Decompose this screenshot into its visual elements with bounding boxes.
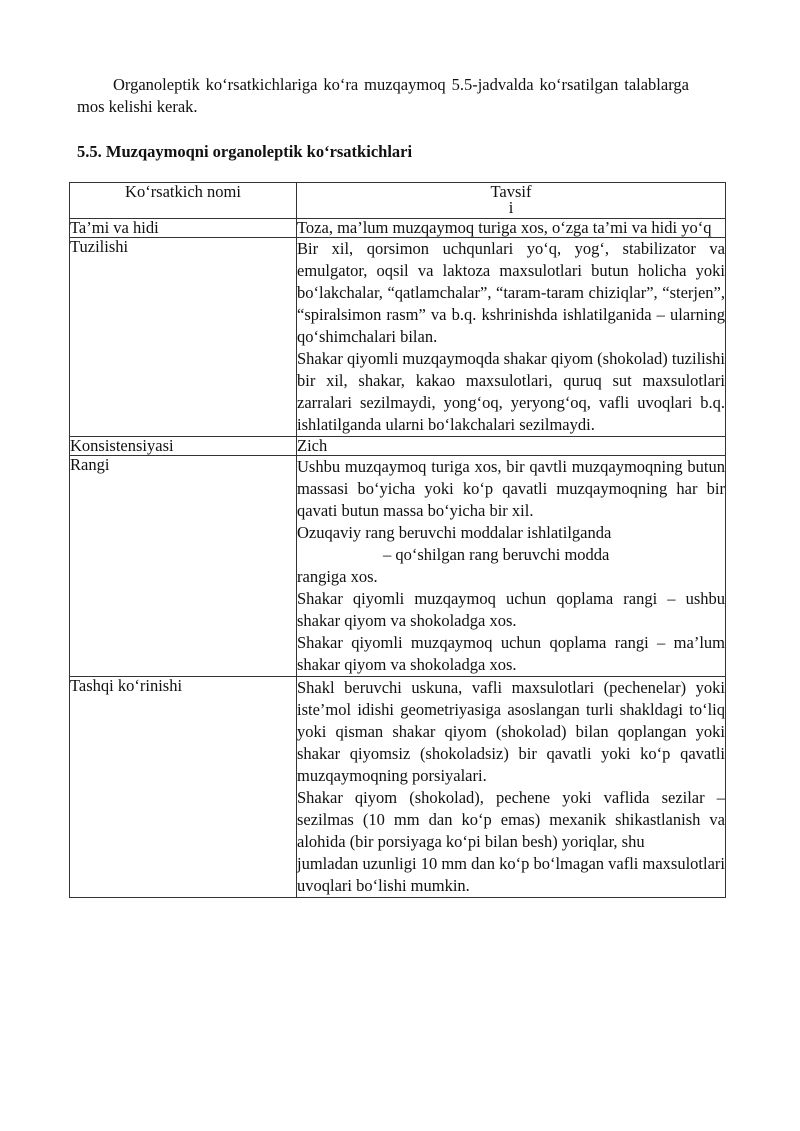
desc-paragraph: Shakar qiyomli muzqaymoq uchun qoplama rangi – ushbu shakar qiyom va shokoladga xos. <box>297 589 725 630</box>
row-desc-consistency <box>297 437 726 456</box>
row-desc-structure <box>297 238 726 437</box>
row-name-appearance: Tashqi ko‘rinishi <box>70 677 297 898</box>
column-header-description <box>297 183 726 219</box>
column-header-description-line1: Tavsif <box>490 182 532 201</box>
row-name-consistency: Konsistensiyasi <box>70 437 297 456</box>
desc-paragraph: Shakar qiyomli muzqaymoq uchun qoplama rangi – ma’lum shakar qiyom va shokoladga xos. <box>297 633 725 674</box>
desc-paragraph: Ozuqaviy rang beruvchi moddalar ishlatilganda <box>297 523 612 542</box>
row-desc-color <box>297 456 726 677</box>
table-row-consistency <box>70 437 726 456</box>
row-desc-appearance <box>297 677 726 898</box>
organoleptic-table <box>69 182 726 898</box>
desc-paragraph: rangiga xos. <box>297 567 378 586</box>
desc-paragraph: jumladan uzunligi 10 mm dan ko‘p bo‘lmagan vafli maxsulotlari uvoqlari bo‘lishi mumkin. <box>297 854 725 895</box>
table-row-color <box>70 456 726 677</box>
desc-paragraph: Toza, ma’lum muzqaymoq turiga xos, o‘zga ta’mi va hidi yo‘q <box>297 218 712 237</box>
row-name-taste: Ta’mi va hidi <box>70 219 297 238</box>
column-header-indicator: Ko‘rsatkich nomi <box>70 183 297 219</box>
table-row-appearance <box>70 677 726 898</box>
desc-paragraph: Shakl beruvchi uskuna, vafli maxsulotlari (pechenelar) yoki iste’mol idishi geometriyasiga asoslangan turli shakldagi to‘liq yoki qisman shakar qiyom (shokolad) bilan qoplangan yoki shakar qiyomsiz (shokoladsiz) bir qavatli yoki ko‘p qavatli muzqaymoqning porsiyalari. <box>297 678 725 785</box>
desc-paragraph: Bir xil, qorsimon uchqunlari yo‘q, yog‘, stabilizator va emulgator, oqsil va laktoza maxsulotlari butun holicha yoki bo‘lakchalar, “qatlamchalar”, “taram-taram chiziqlar”, “sterjen”, “spiralsimon rasm” va b.q. kshrinishda ishlatilganida – ularning qo‘shimchalari bilan. <box>297 239 725 346</box>
desc-paragraph: Shakar qiyom (shokolad), pechene yoki vaflida sezilar – sezilmas (10 mm dan ko‘p emas) mexanik shikastlanish va alohida (bir porsiyaga ko‘pi bilan besh) yoriqlar, shu <box>297 788 725 851</box>
row-name-color: Rangi <box>70 456 297 677</box>
table-header-row <box>70 183 726 219</box>
table-row-structure <box>70 238 726 437</box>
row-desc-taste <box>297 219 726 238</box>
desc-paragraph: – qo‘shilgan rang beruvchi modda <box>383 545 610 564</box>
table-heading: 5.5. Muzqaymoqni organoleptik ko‘rsatkichlari <box>77 142 413 161</box>
column-header-description-line2: i <box>508 198 514 217</box>
desc-paragraph: Ushbu muzqaymoq turiga xos, bir qavtli muzqaymoqning butun massasi bo‘yicha yoki ko‘p qavatli muzqaymoqning har bir qavati butun massa bo‘yicha bir xil. <box>297 457 725 520</box>
row-name-structure: Tuzilishi <box>70 238 297 437</box>
table-row-taste <box>70 219 726 238</box>
desc-paragraph: Zich <box>297 436 328 455</box>
desc-paragraph: Shakar qiyomli muzqaymoqda shakar qiyom (shokolad) tuzilishi bir xil, shakar, kakao maxsulotlari, quruq sut maxsulotlari zarralari sezilmaydi, yong‘oq, yeryong‘oq, vafli uvoqlari b.q. ishlatilganda ularni bo‘lakchalari sezilmaydi. <box>297 349 726 434</box>
intro-paragraph <box>77 74 689 118</box>
intro-text: Organoleptik ko‘rsatkichlariga ko‘ra muzqaymoq 5.5-jadvalda ko‘rsatilgan talablarga mos kelishi kerak. <box>77 75 689 116</box>
